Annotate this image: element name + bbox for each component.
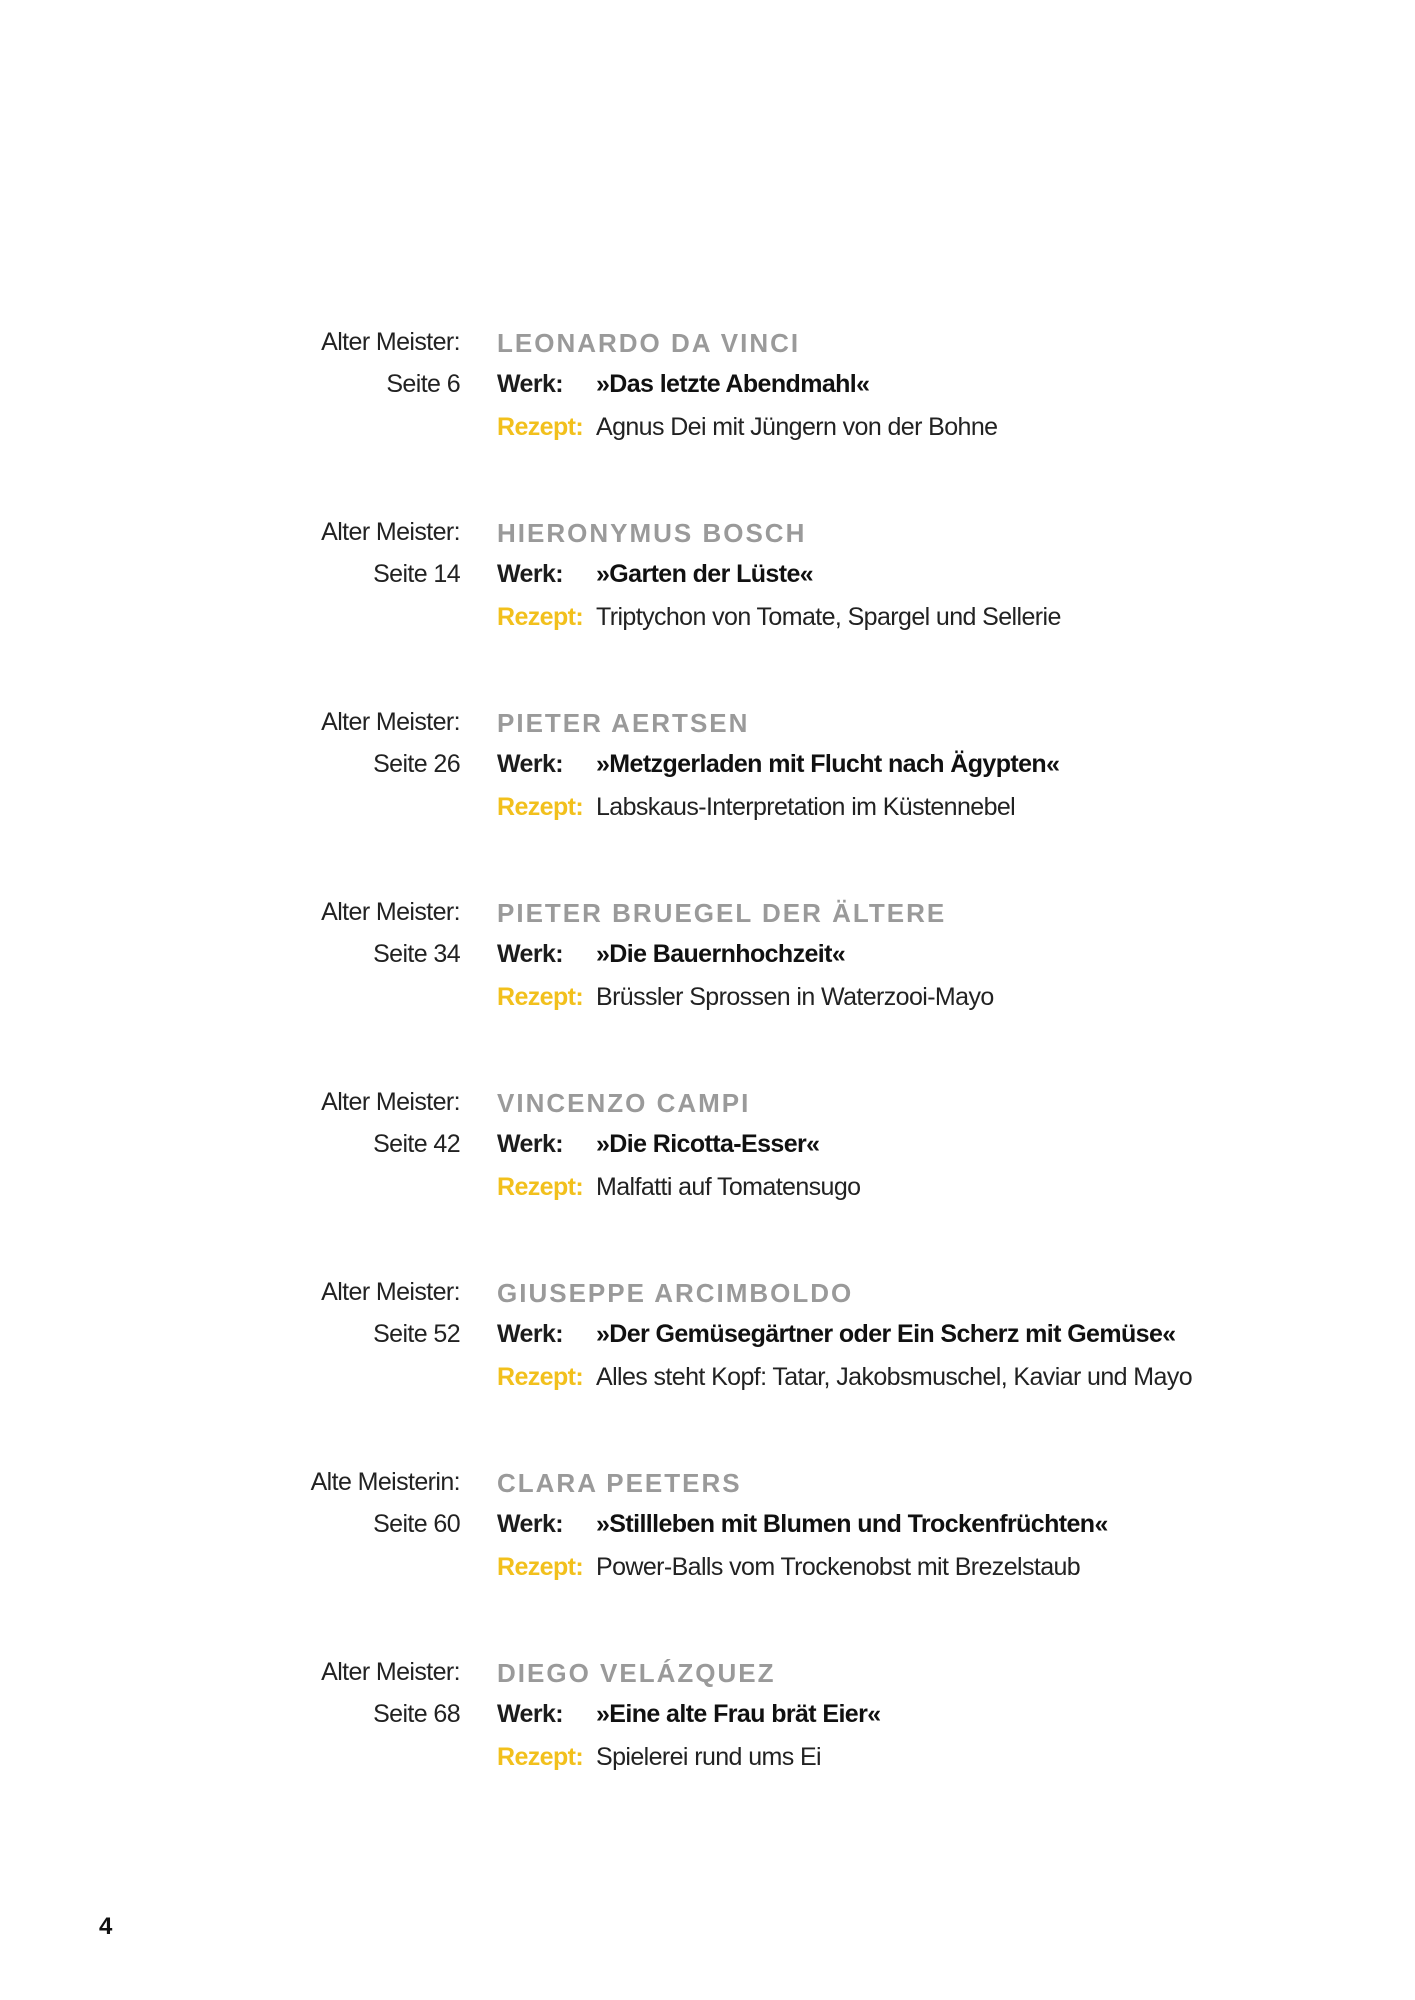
rezept-label: Rezept: (497, 983, 584, 1011)
rezept-label: Rezept: (497, 1363, 584, 1391)
page-number: 4 (99, 1913, 113, 1940)
rezept-label: Rezept: (497, 1743, 584, 1771)
meister-label: Alter Meister: (321, 708, 460, 736)
toc-entry (0, 518, 1415, 708)
meister-label: Alter Meister: (321, 328, 460, 356)
werk-label: Werk: (497, 370, 564, 398)
page-reference: Seite 26 (373, 750, 460, 778)
werk-title: »Garten der Lüste« (596, 560, 814, 588)
werk-row (497, 1510, 1108, 1539)
rezept-row (497, 603, 1061, 632)
werk-row (497, 940, 845, 969)
page-reference: Seite 6 (386, 370, 460, 398)
rezept-row (497, 1553, 1080, 1582)
werk-label: Werk: (497, 1510, 564, 1538)
rezept-row (497, 983, 994, 1012)
werk-row (497, 750, 1059, 779)
werk-row (497, 1130, 819, 1159)
toc-entry (0, 1468, 1415, 1658)
artist-name: LEONARDO DA VINCI (497, 328, 801, 358)
werk-title: »Der Gemüsegärtner oder Ein Scherz mit Gemüse« (596, 1320, 1176, 1348)
page-reference: Seite 60 (373, 1510, 460, 1538)
meister-label: Alter Meister: (321, 898, 460, 926)
rezept-label: Rezept: (497, 603, 584, 631)
rezept-label: Rezept: (497, 1173, 584, 1201)
rezept-row (497, 413, 997, 442)
page-reference: Seite 34 (373, 940, 460, 968)
werk-title: »Die Bauernhochzeit« (596, 940, 846, 968)
rezept-title: Malfatti auf Tomatensugo (596, 1173, 861, 1201)
werk-row (497, 370, 869, 399)
werk-label: Werk: (497, 1130, 564, 1158)
artist-name: VINCENZO CAMPI (497, 1088, 751, 1118)
rezept-row (497, 793, 1015, 822)
rezept-label: Rezept: (497, 793, 584, 821)
werk-row (497, 1320, 1176, 1349)
rezept-label: Rezept: (497, 413, 584, 441)
rezept-title: Spielerei rund ums Ei (596, 1743, 822, 1771)
werk-title: »Metzgerladen mit Flucht nach Ägypten« (596, 750, 1060, 778)
werk-label: Werk: (497, 1700, 564, 1728)
toc-entry (0, 1088, 1415, 1278)
rezept-title: Power-Balls vom Trockenobst mit Brezelstaub (596, 1553, 1081, 1581)
rezept-title: Triptychon von Tomate, Spargel und Sellerie (596, 603, 1061, 631)
artist-name: PIETER AERTSEN (497, 708, 750, 738)
meister-label: Alter Meister: (321, 1088, 460, 1116)
artist-name: HIERONYMUS BOSCH (497, 518, 807, 548)
artist-name: DIEGO VELÁZQUEZ (497, 1658, 776, 1688)
artist-name: GIUSEPPE ARCIMBOLDO (497, 1278, 854, 1308)
rezept-label: Rezept: (497, 1553, 584, 1581)
werk-title: »Eine alte Frau brät Eier« (596, 1700, 881, 1728)
werk-label: Werk: (497, 940, 564, 968)
artist-name: PIETER BRUEGEL DER ÄLTERE (497, 898, 947, 928)
page-reference: Seite 68 (373, 1700, 460, 1728)
werk-title: »Das letzte Abendmahl« (596, 370, 870, 398)
werk-title: »Stillleben mit Blumen und Trockenfrüchten« (596, 1510, 1108, 1538)
toc-entry (0, 328, 1415, 518)
werk-label: Werk: (497, 560, 564, 588)
page-reference: Seite 14 (373, 560, 460, 588)
werk-label: Werk: (497, 1320, 564, 1348)
werk-row (497, 560, 813, 589)
meister-label: Alte Meisterin: (310, 1468, 460, 1496)
table-of-contents (0, 328, 1415, 1848)
toc-entry (0, 708, 1415, 898)
toc-entry (0, 1658, 1415, 1848)
rezept-title: Agnus Dei mit Jüngern von der Bohne (596, 413, 998, 441)
werk-label: Werk: (497, 750, 564, 778)
rezept-title: Brüssler Sprossen in Waterzooi-Mayo (596, 983, 994, 1011)
rezept-row (497, 1363, 1192, 1392)
page-reference: Seite 42 (373, 1130, 460, 1158)
werk-title: »Die Ricotta-Esser« (596, 1130, 820, 1158)
meister-label: Alter Meister: (321, 1278, 460, 1306)
toc-entry (0, 1278, 1415, 1468)
werk-row (497, 1700, 881, 1729)
meister-label: Alter Meister: (321, 518, 460, 546)
toc-entry (0, 898, 1415, 1088)
rezept-title: Alles steht Kopf: Tatar, Jakobsmuschel, Kaviar und Mayo (596, 1363, 1193, 1391)
rezept-row (497, 1173, 860, 1202)
rezept-title: Labskaus-Interpretation im Küstennebel (596, 793, 1016, 821)
rezept-row (497, 1743, 821, 1772)
artist-name: CLARA PEETERS (497, 1468, 742, 1498)
meister-label: Alter Meister: (321, 1658, 460, 1686)
page-reference: Seite 52 (373, 1320, 460, 1348)
